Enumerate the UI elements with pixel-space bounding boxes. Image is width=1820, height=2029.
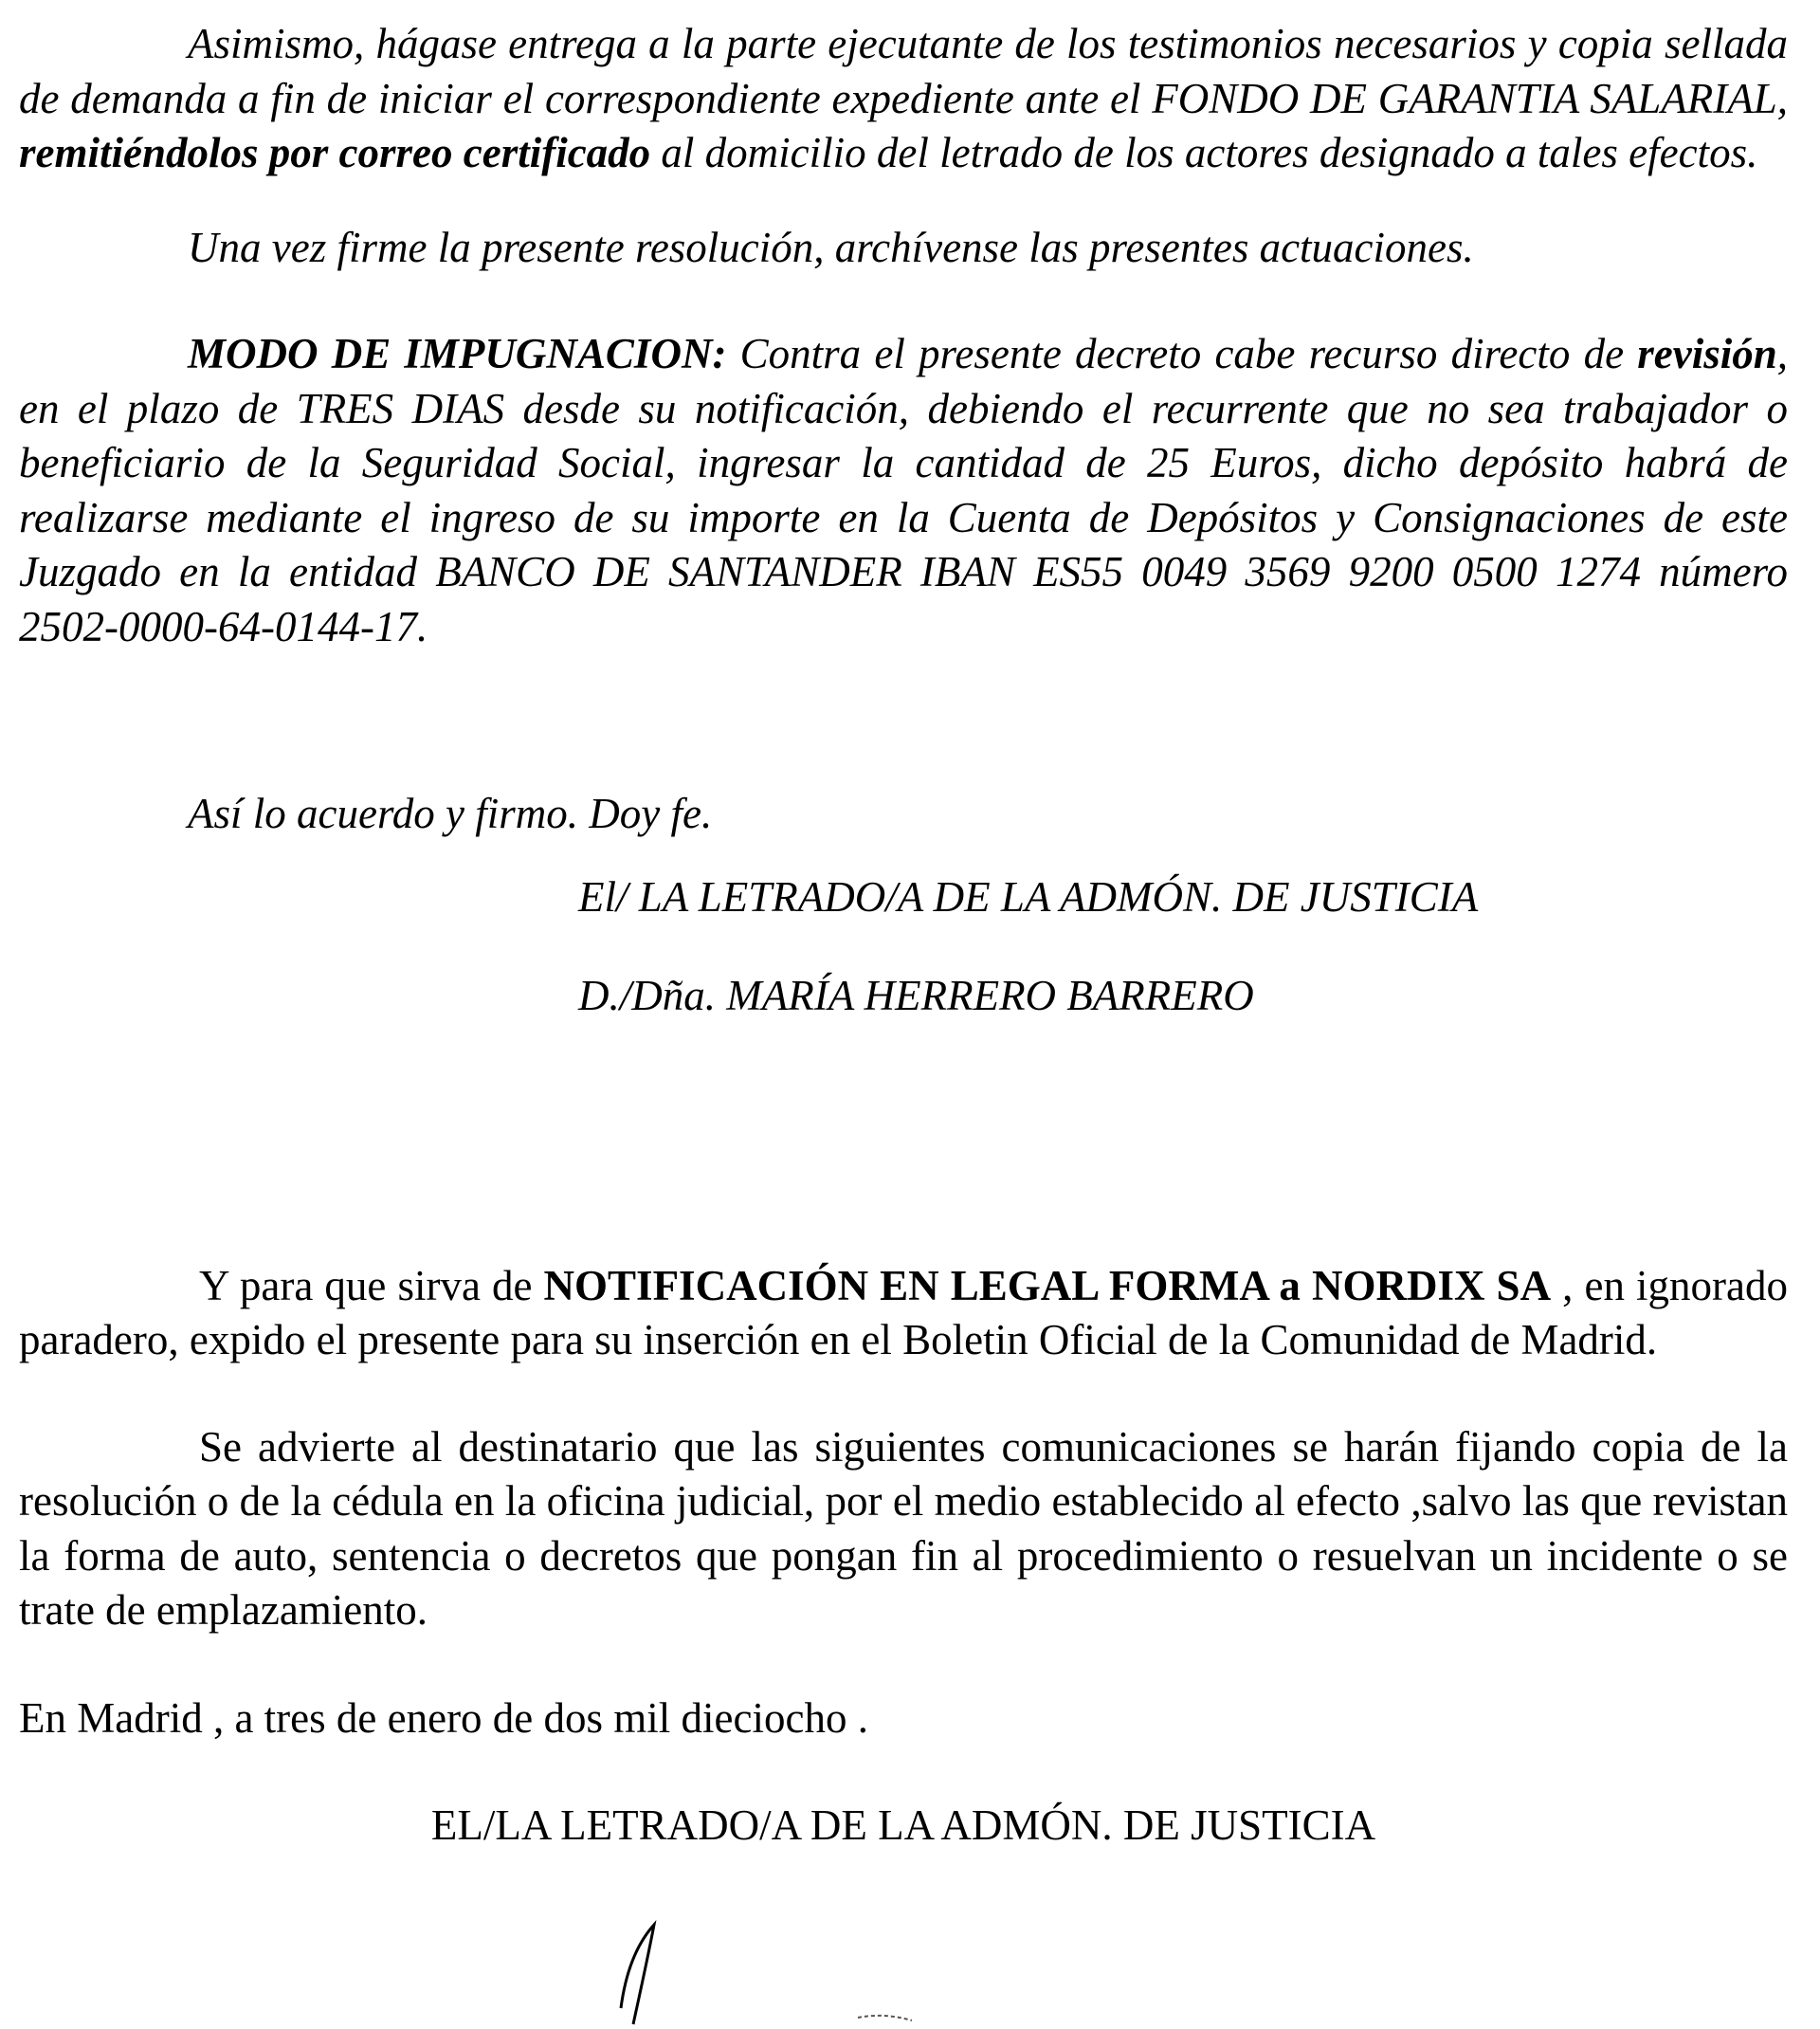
impugnacion-text-2: , en el plazo de TRES DIAS desde su notificación, debiendo el recurrente que no sea trabajador o beneficiario de la Seguridad Social, ingresar la cantidad de 25 Euros, dicho depósito habrá de realizarse mediante el ingreso de su importe en la Cuenta de Depósitos y Consignaciones de este Juzgado en la entidad BANCO DE SANTANDER IBAN ES55 0049 3569 9200 0500 1274 número 2502-0000-64-0144-17. [19, 330, 1789, 650]
signatory-name: D./Dña. MARÍA HERRERO BARRERO [578, 972, 1254, 1019]
paragraph-fecha: En Madrid , a tres de enero de dos mil dieciocho . [19, 1693, 868, 1742]
paragraph-fogasa [19, 17, 1788, 181]
paragraph-fogasa-text-1: Asimismo, hágase entrega a la parte ejecutante de los testimonios necesarios y copia sellada de demanda a fin de iniciar el correspondiente expediente ante el FONDO DE GARANTIA SALARIAL, [19, 20, 1788, 122]
paragraph-notificacion [19, 1259, 1788, 1368]
impugnacion-heading: MODO DE IMPUGNACION: [188, 330, 727, 377]
notificacion-bold: NOTIFICACIÓN EN LEGAL FORMA a NORDIX SA [543, 1261, 1552, 1309]
signature-title-italic: El/ LA LETRADO/A DE LA ADMÓN. DE JUSTICIA [578, 872, 1479, 921]
impugnacion-bold-revision: revisión [1637, 330, 1777, 377]
paragraph-fogasa-bold: remitiéndolos por correo certificado [19, 129, 651, 176]
signature-title-footer: EL/LA LETRADO/A DE LA ADMÓN. DE JUSTICIA [430, 1801, 1376, 1849]
paragraph-impugnacion [19, 327, 1788, 654]
impugnacion-text-1: Contra el presente decreto cabe recurso directo de [726, 330, 1638, 377]
paragraph-doy-fe: Así lo acuerdo y firmo. Doy fe. [188, 790, 713, 837]
notificacion-text-2: , en ignorado paradero, expido el presente para su inserción en el Boletin Oficial de la Comunidad de Madrid. [19, 1261, 1788, 1363]
document-page [19, 17, 1788, 1854]
paragraph-fogasa-text-2: al domicilio del letrado de los actores designado a tales efectos. [650, 129, 1758, 176]
paragraph-advertencia: Se advierte al destinatario que las siguientes comunicaciones se harán fijando copia de la resolución o de la cédula en la oficina judicial, por el medio establecido al efecto ,salvo las que revistan la forma de auto, sentencia o decretos que pongan fin al procedimiento o resuelvan un incidente o se trate de emplazamiento. [19, 1422, 1788, 1634]
notificacion-text-1: Y para que sirva de [199, 1261, 544, 1309]
paragraph-archivo: Una vez firme la presente resolución, archívense las presentes actuaciones. [188, 223, 1474, 271]
